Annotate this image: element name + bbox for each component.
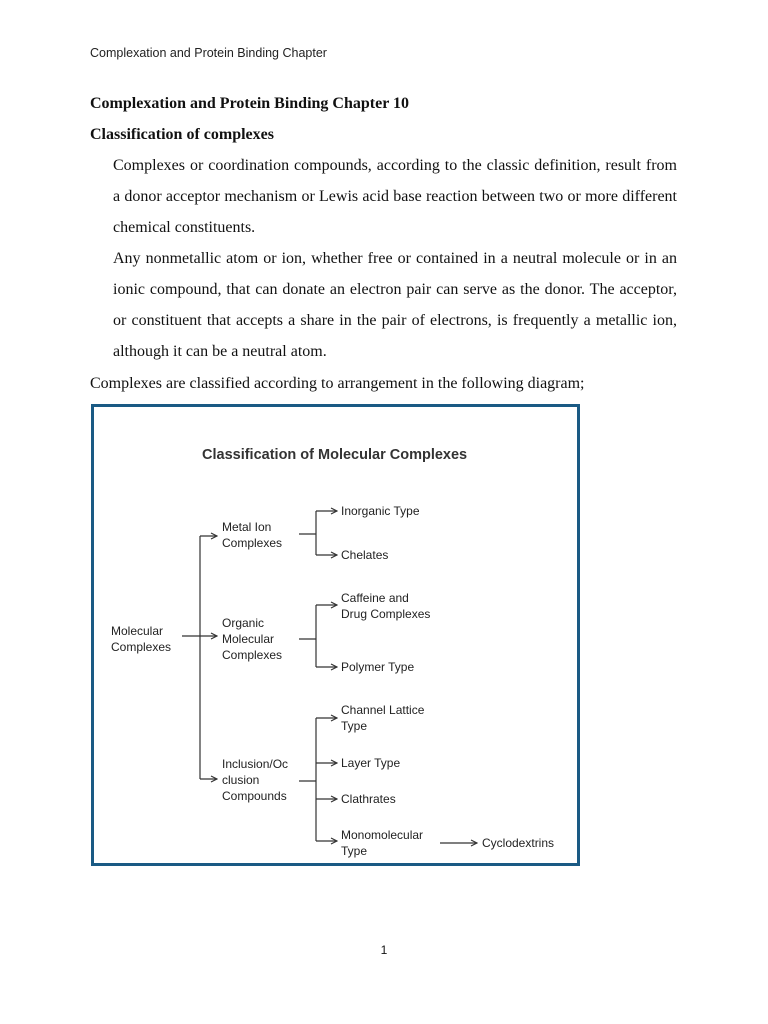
paragraph-diagram-intro: Complexes are classified according to arrangement in the following diagram; — [90, 375, 585, 392]
svg-text:Metal Ion: Metal Ion — [222, 520, 272, 534]
node-layer-type: Layer Type — [341, 756, 401, 770]
node-clathrates: Clathrates — [341, 792, 396, 806]
svg-text:Compounds: Compounds — [222, 789, 287, 803]
svg-text:Molecular: Molecular — [222, 632, 275, 646]
node-organic-molecular-complexes — [222, 616, 282, 662]
node-metal-ion-complexes — [222, 520, 282, 550]
svg-text:Caffeine and: Caffeine and — [341, 591, 409, 605]
node-caffeine-drug-complexes — [341, 591, 430, 621]
running-header: Complexation and Protein Binding Chapter — [90, 46, 327, 60]
node-molecular-complexes — [111, 624, 171, 654]
diagram-title: Classification of Molecular Complexes — [202, 447, 468, 463]
node-polymer-type: Polymer Type — [341, 660, 415, 674]
node-chelates: Chelates — [341, 548, 389, 562]
paragraph-donor-acceptor: Any nonmetallic atom or ion, whether free or contained in a neutral molecule or in an ionic compound, that can donate an electron pair can serve as the donor. The acceptor, or constituent that accepts a share in the pair of electrons, is frequently a metallic ion, although it can be a neutral atom. — [113, 250, 677, 360]
node-cyclodextrins: Cyclodextrins — [482, 836, 555, 850]
svg-text:Drug Complexes: Drug Complexes — [341, 607, 431, 621]
node-inclusion-compounds — [222, 757, 288, 803]
document-title: Complexation and Protein Binding Chapter 10 — [90, 95, 410, 112]
classification-diagram-svg — [94, 407, 577, 863]
svg-text:Molecular: Molecular — [111, 624, 164, 638]
svg-text:Organic: Organic — [222, 616, 265, 630]
svg-text:Complexes: Complexes — [111, 640, 172, 654]
svg-text:Inclusion/Oc: Inclusion/Oc — [222, 757, 289, 771]
svg-text:Channel Lattice: Channel Lattice — [341, 703, 425, 717]
svg-text:Type: Type — [341, 719, 368, 733]
node-monomolecular-type — [341, 828, 423, 858]
classification-diagram — [91, 404, 580, 866]
paragraph-definition: Complexes or coordination compounds, according to the classic definition, result from a donor acceptor mechanism or Lewis acid base reaction between two or more different chemical constituents. — [113, 157, 677, 236]
svg-text:Type: Type — [341, 844, 368, 858]
page-number: 1 — [380, 943, 388, 957]
node-inorganic-type: Inorganic Type — [341, 504, 420, 518]
svg-text:Complexes: Complexes — [222, 648, 283, 662]
section-title: Classification of complexes — [90, 126, 274, 143]
svg-text:Monomolecular: Monomolecular — [341, 828, 424, 842]
svg-text:clusion: clusion — [222, 773, 260, 787]
svg-text:Complexes: Complexes — [222, 536, 283, 550]
node-channel-lattice-type — [341, 703, 425, 733]
